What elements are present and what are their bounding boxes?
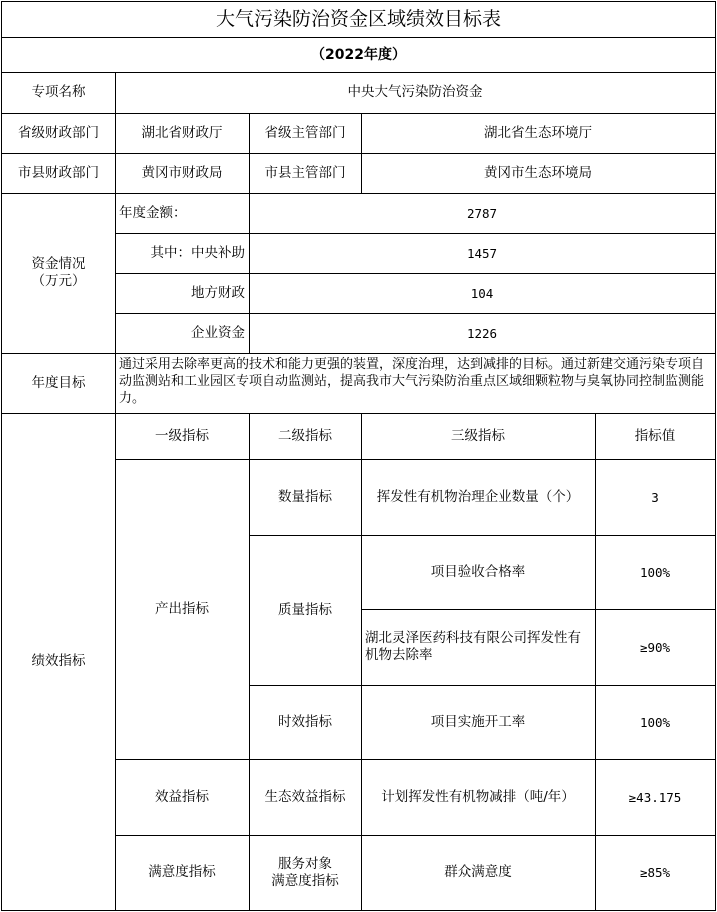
quantity-indicator-label: 数量指标 xyxy=(278,488,332,505)
grid-line xyxy=(249,535,716,536)
grid-line xyxy=(1,72,716,73)
funds-row-label: 企业资金 xyxy=(191,324,245,341)
grid-line xyxy=(361,113,362,193)
funds-row-label: 地方财政 xyxy=(191,284,245,301)
service-satisfaction-label xyxy=(249,835,361,910)
quality-item: 项目验收合格率 xyxy=(430,563,526,580)
grid-line xyxy=(595,413,596,910)
benefit-item: 计划挥发性有机物减排（吨/年） xyxy=(381,788,575,805)
funds-label xyxy=(2,193,115,353)
funds-row-label: 年度金额： xyxy=(119,204,187,221)
benefit-value: ≥43.175 xyxy=(628,789,682,805)
grid-line xyxy=(1,353,716,354)
quality-indicator-label: 质量指标 xyxy=(278,601,332,618)
funds-row-value: 1226 xyxy=(466,325,498,341)
service-satisfaction-line2: 满意度指标 xyxy=(271,872,339,889)
timeliness-item: 项目实施开工率 xyxy=(430,713,526,730)
funds-row-label: 其中：中央补助 xyxy=(150,244,245,261)
quality-value: ≥90% xyxy=(639,639,671,655)
header-level1: 一级指标 xyxy=(155,427,209,444)
annual-goal-text: 通过采用去除率更高的技术和能力更强的装置，深度治理，达到减排的目标。通过新建交通污染专项自动监测站和工业园区专项自动监测站，提高我市大气污染防治重点区域细颗粒物与臭氧协同控制监测能力。 xyxy=(119,357,705,406)
satisfaction-indicator-label: 满意度指标 xyxy=(148,864,216,880)
header-value: 指标值 xyxy=(634,427,676,444)
provincial-dept-label: 省级主管部门 xyxy=(264,124,346,141)
provincial-dept-value: 湖北省生态环境厅 xyxy=(484,124,592,141)
grid-line xyxy=(115,459,716,460)
grid-line xyxy=(115,835,716,836)
quality-value: 100% xyxy=(639,564,671,580)
grid-line xyxy=(1,413,716,414)
satisfaction-item: 群众满意度 xyxy=(444,864,512,880)
grid-line xyxy=(361,609,716,610)
project-name-label: 专项名称 xyxy=(31,84,86,100)
city-finance-value: 黄冈市财政局 xyxy=(141,164,223,181)
provincial-finance-label: 省级财政部门 xyxy=(18,124,99,141)
city-dept-label: 市县主管部门 xyxy=(264,164,346,181)
grid-line xyxy=(361,413,362,910)
benefit-indicator-label: 效益指标 xyxy=(155,788,209,805)
city-dept-value: 黄冈市生态环境局 xyxy=(484,164,592,181)
table-title: 大气污染防治资金区域绩效目标表 xyxy=(215,7,501,30)
timeliness-value: 100% xyxy=(639,714,671,730)
grid-line xyxy=(115,72,116,910)
year-label: （2022年度） xyxy=(311,46,406,63)
header-level3: 三级指标 xyxy=(451,427,505,444)
table-border xyxy=(1,1,2,911)
grid-line xyxy=(249,113,250,353)
funds-row-value: 1457 xyxy=(466,245,498,261)
grid-line xyxy=(115,233,716,234)
table-border xyxy=(715,1,716,911)
provincial-finance-value: 湖北省财政厅 xyxy=(141,124,223,141)
performance-indicators-label: 绩效指标 xyxy=(31,653,86,669)
grid-line xyxy=(115,313,716,314)
project-name-value: 中央大气污染防治资金 xyxy=(347,84,483,100)
table-border xyxy=(1,1,716,2)
quality-item: 湖北灵泽医药科技有限公司挥发性有机物去除率 xyxy=(365,630,581,663)
funds-label-line2: （万元） xyxy=(31,273,86,289)
grid-line xyxy=(1,113,716,114)
grid-line xyxy=(115,759,716,760)
grid-line xyxy=(1,193,716,194)
funds-row-value: 104 xyxy=(470,285,494,301)
grid-line xyxy=(1,37,716,38)
grid-line xyxy=(115,273,716,274)
quantity-item: 挥发性有机物治理企业数量（个） xyxy=(376,488,580,505)
timeliness-indicator-label: 时效指标 xyxy=(278,713,332,730)
funds-row-value: 2787 xyxy=(466,205,498,221)
eco-benefit-label: 生态效益指标 xyxy=(264,788,346,805)
quantity-value: 3 xyxy=(651,489,659,505)
funds-label-line1: 资金情况 xyxy=(31,256,86,272)
satisfaction-value: ≥85% xyxy=(639,865,671,880)
grid-line xyxy=(249,685,716,686)
city-finance-label: 市县财政部门 xyxy=(18,164,99,181)
service-satisfaction-line1: 服务对象 xyxy=(278,855,332,872)
header-level2: 二级指标 xyxy=(278,427,332,444)
grid-line xyxy=(249,413,250,910)
grid-line xyxy=(1,153,716,154)
table-border xyxy=(1,910,716,911)
annual-goal-label: 年度目标 xyxy=(31,374,86,391)
output-indicator-label: 产出指标 xyxy=(155,600,209,617)
